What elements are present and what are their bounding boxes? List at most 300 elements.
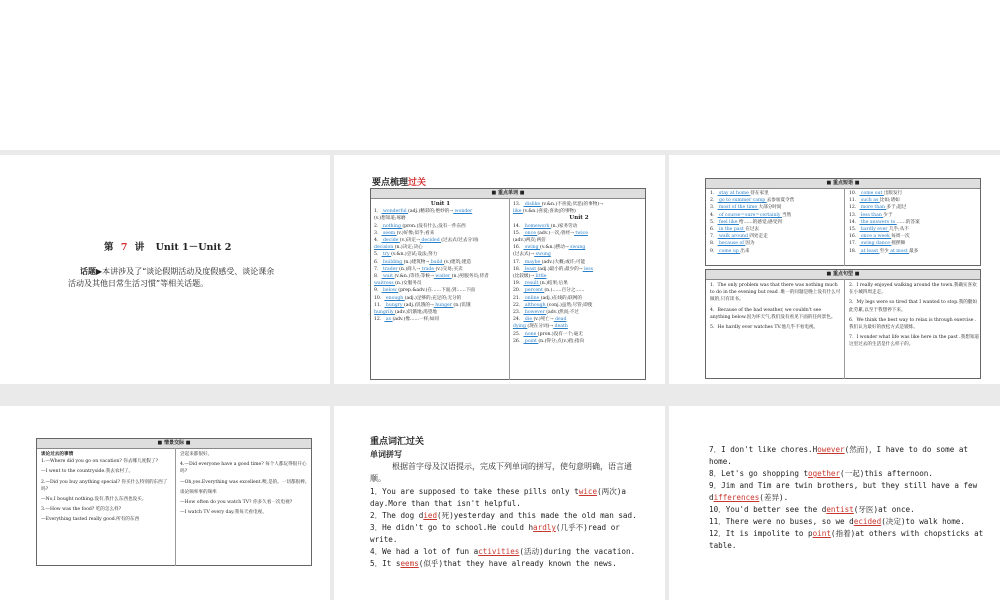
unit-range: Unit 1－Unit 2 xyxy=(155,242,232,253)
sentence-item: 6．We think the best way to relax is through exercise .我们认为最好的放松方式是锻炼。 xyxy=(849,317,977,331)
gloss: (n.)商人→ xyxy=(399,266,421,272)
answer-word: come out xyxy=(859,191,884,196)
word-row xyxy=(849,190,981,197)
word-row xyxy=(849,219,981,226)
slide-thumbnail-5[interactable] xyxy=(334,406,665,600)
gloss: (prep.&adv.)在……下面;到……下面 xyxy=(398,288,475,294)
word-row xyxy=(513,266,645,273)
situational-dialogue-box xyxy=(36,438,312,566)
sentences-right xyxy=(849,282,979,352)
unit1-heading: Unit 1 xyxy=(430,201,451,207)
slide-thumbnail-2[interactable] xyxy=(334,155,665,384)
item-number: 7． xyxy=(374,266,382,272)
gloss: (v.)想知道;琢磨 xyxy=(374,216,406,222)
answer-word: such as xyxy=(859,198,880,204)
answer-word: at least xyxy=(859,248,880,254)
gloss: (adj.)饥饿的→ xyxy=(403,302,434,308)
dialogue-line: 2.—Did you buy anything special? 你买什么特别的东西了吗? xyxy=(41,479,168,492)
dialogue-line: —How often do you watch TV? 你多久看一次电视? xyxy=(180,500,293,506)
answer-word: waiter xyxy=(433,274,452,280)
item-text: (一起)this afternoon. xyxy=(840,469,933,478)
answer-word: less xyxy=(582,266,593,272)
answer-word: walk around xyxy=(717,234,750,240)
answer-word: online xyxy=(523,295,541,301)
item-number: 18． xyxy=(513,266,524,272)
sentences-left xyxy=(710,282,842,334)
dialogue-line: —I watch TV every day.我每天看电视。 xyxy=(180,510,267,516)
item-text: 12．It is impolite to p xyxy=(709,529,813,538)
answer-word: try xyxy=(381,252,392,258)
spelling-item xyxy=(709,480,984,504)
gloss: 每周一次 xyxy=(891,234,910,240)
word-row xyxy=(513,259,645,266)
word-row xyxy=(374,280,507,287)
item-number: 17． xyxy=(849,241,860,247)
gloss: 大部分时间 xyxy=(758,205,782,211)
item-number: 3． xyxy=(710,205,718,211)
word-row xyxy=(710,226,842,233)
answer-word: decide xyxy=(381,238,400,244)
gloss: (过去式/过去分词) xyxy=(441,238,479,244)
item-number: 10． xyxy=(849,191,860,196)
gloss: (adv.)一次;曾经→ xyxy=(537,230,574,236)
lesson-number: 7 xyxy=(120,242,128,253)
answer-word: homework xyxy=(523,223,551,229)
spelling-subheading: 单词拼写 xyxy=(370,449,402,459)
item-number: 11． xyxy=(849,198,860,204)
gloss: (v.)决定→ xyxy=(399,238,420,244)
sentence-item: 7．I wonder what life was like here in the past .我想知道这里过去的生活是什么样子的。 xyxy=(849,335,980,348)
answer-word: most of the time xyxy=(717,205,759,211)
answer-word: die xyxy=(523,317,534,323)
gloss: (adj.)最小的;最少的→ xyxy=(537,266,583,272)
key-words-box xyxy=(370,188,646,380)
word-row xyxy=(513,237,645,244)
word-row xyxy=(513,287,645,294)
item-number: 20． xyxy=(513,288,524,294)
item-number: 14． xyxy=(849,219,860,225)
answer-blank: owever xyxy=(817,445,845,454)
slide-thumbnail-4[interactable] xyxy=(0,406,330,600)
gloss: 去参加夏令营 xyxy=(766,198,795,204)
item-number: 12． xyxy=(849,205,860,211)
gloss: 待在家里 xyxy=(750,191,769,196)
item-text: (死)yesterday and this made the old man sad. xyxy=(437,511,637,520)
word-row xyxy=(374,266,507,273)
word-row xyxy=(374,309,507,316)
answer-word: wonderful xyxy=(381,209,409,215)
answer-word: hungrily xyxy=(374,310,396,316)
spelling-item xyxy=(370,522,642,546)
item-text: 10．You'd better see the d xyxy=(709,505,827,514)
instruction-text: 根据首字母及汉语提示，完成下列单词的拼写，使句意明确，语言通顺。 xyxy=(370,462,632,483)
answer-word: dead xyxy=(553,317,567,323)
word-row xyxy=(849,233,981,240)
spelling-item xyxy=(370,510,642,522)
gloss: (pron.)没有一个;毫无 xyxy=(537,331,583,337)
word-row xyxy=(374,208,507,215)
word-row xyxy=(374,316,507,323)
answer-word: like xyxy=(513,209,523,215)
word-row xyxy=(374,259,507,266)
item-text: (两次)a day.More than that isn't helpful. xyxy=(370,487,626,508)
gloss: (adj.)足够的;充足的;无分的 xyxy=(404,295,462,301)
gloss: (n.)决定;决心 xyxy=(394,245,423,251)
gloss: (adv.)饥饿地;渴望地 xyxy=(395,310,437,316)
item-text: 1．You are supposed to take these pills only t xyxy=(370,487,579,496)
item-text: 11．There were no buses, so we d xyxy=(709,517,854,526)
answer-word: trade xyxy=(420,266,436,272)
answer-word: enough xyxy=(384,295,405,301)
dialogue-line: 3.—How was the food? 吃的怎么样? xyxy=(41,507,122,513)
answer-word: less than xyxy=(859,212,884,218)
word-row xyxy=(513,323,645,330)
answer-word: result xyxy=(523,281,540,287)
gloss: (v.&n.)尝试;设法;努力 xyxy=(391,252,438,258)
slide-thumbnail-6[interactable] xyxy=(669,406,1000,600)
gloss: 当然 xyxy=(781,212,792,218)
word-row xyxy=(374,237,507,244)
answer-word: hardly ever xyxy=(859,227,889,233)
dialogue-line: —I went to the countryside.我去农村了。 xyxy=(41,469,134,475)
gloss: (adj.)精彩的;绝妙的→ xyxy=(408,209,454,215)
item-text: (指着)at others with chopsticks at table. xyxy=(709,529,984,550)
dialogue-left: 谈论过去的事情 1.—Where did you go on vacation? 你去哪儿度假了? —I went to the countryside.我去农村了。 2.—Did you buy anything special? 你买什么特别的东西了吗? —No,I bought nothing.没有,我什么东西也没买。 3.—How was the food? 吃的怎么样? —Everything tasted really good.所有的东西 xyxy=(41,451,173,527)
item-number: 12． xyxy=(374,317,385,323)
gloss: (n.)女服务员 xyxy=(395,281,422,287)
answer-blank: ied xyxy=(423,511,438,520)
gloss: 四处走走 xyxy=(749,234,768,240)
answer-blank: ogether xyxy=(808,469,841,478)
item-number: 4． xyxy=(710,212,718,218)
word-row xyxy=(374,223,507,230)
phrases-left xyxy=(710,190,842,255)
answer-word: dying xyxy=(513,324,528,330)
box-title: ■ 重点句型 ■ xyxy=(706,270,980,280)
answer-word: at most xyxy=(888,248,910,254)
gloss: (n.)男服务员;侍者 xyxy=(451,274,489,280)
word-row xyxy=(710,212,842,219)
answer-word: in the past xyxy=(717,227,746,233)
item-number: 8． xyxy=(710,241,718,247)
item-text: (然而)，I have to do some at home. xyxy=(709,445,968,466)
answer-word: death xyxy=(553,324,568,330)
answer-word: point xyxy=(523,338,539,344)
item-number: 5． xyxy=(374,252,382,258)
word-row xyxy=(849,212,981,219)
word-row xyxy=(374,230,507,237)
item-number: 15． xyxy=(513,230,524,236)
item-number: 25． xyxy=(513,331,524,337)
answer-blank: ctivities xyxy=(478,547,520,556)
word-row xyxy=(513,295,645,302)
answer-word: little xyxy=(534,274,547,280)
slide-thumbnail-3[interactable] xyxy=(669,155,1000,384)
answer-word: although xyxy=(523,302,548,308)
item-text: 9．Jim and Tim are twin brothers, but they still have a few d xyxy=(709,481,978,502)
gloss: 比如;诸如 xyxy=(879,198,900,204)
word-row xyxy=(513,338,645,345)
word-row xyxy=(513,316,645,323)
section-heading: 要点梳理过关 xyxy=(372,178,427,188)
gloss: (adj.)在线的;联网的 xyxy=(540,295,582,301)
answer-blank: ardly xyxy=(533,523,556,532)
answer-word: however xyxy=(523,310,547,316)
item-number: 5． xyxy=(710,219,718,225)
answer-blank: entist xyxy=(826,505,854,514)
item-number: 9． xyxy=(710,248,718,254)
answer-word: swing dance xyxy=(859,241,892,247)
answer-word: waitress xyxy=(374,281,396,287)
spelling-item xyxy=(709,504,984,516)
item-number: 9． xyxy=(374,288,382,294)
unit2-heading: Unit 2 xyxy=(569,215,589,222)
spelling-item xyxy=(370,546,642,558)
word-row xyxy=(374,244,507,251)
item-text: 5．It s xyxy=(370,559,401,568)
gloss: (v.)好像;似乎;看来 xyxy=(396,230,435,236)
item-number: 15． xyxy=(849,227,860,233)
gloss: (adv.)两次;两倍 xyxy=(513,238,546,244)
answer-word: of course＝sure＝certainly xyxy=(717,212,782,218)
item-number: 21． xyxy=(513,295,524,301)
spelling-item xyxy=(709,444,984,468)
separator-band-2 xyxy=(0,384,1000,406)
gloss: (conj.)虽然;尽管;即使 xyxy=(547,302,593,308)
key-sentences-box xyxy=(705,269,981,379)
gloss: (v.&n.)不喜爱;厌恶(的事物)→ xyxy=(541,202,603,207)
item-number: 13． xyxy=(513,202,524,207)
gloss: (n.)家务劳动 xyxy=(550,223,578,229)
answer-word: decision xyxy=(374,245,395,251)
word-row xyxy=(849,226,981,233)
sentence-item: 2．I really enjoyed walking around the town.我确实喜欢在小城四周走走。 xyxy=(849,283,977,296)
item-number: 11． xyxy=(374,302,385,308)
word-row xyxy=(374,273,507,280)
gloss: 出来 xyxy=(740,248,750,254)
item-number: 24． xyxy=(513,317,524,323)
spelling-item xyxy=(370,486,642,510)
gloss: 摇摆舞 xyxy=(891,241,906,247)
item-text: (牙医)at once. xyxy=(853,505,915,514)
item-number: 26． xyxy=(513,338,524,344)
word-row xyxy=(374,251,507,258)
gloss: ……的答案 xyxy=(896,219,920,225)
answer-word: seem xyxy=(381,230,397,236)
item-number: 17． xyxy=(513,259,524,265)
gloss: (v.)建筑;建造 xyxy=(443,259,471,265)
sentence-item: 3．My legs were so tired that I wanted to stop.我的腿如此劳累,以至于我想停下来。 xyxy=(849,300,977,313)
spelling-item xyxy=(370,558,642,570)
word-row xyxy=(710,233,842,240)
box-title: ■ 重点短语 ■ xyxy=(706,179,980,189)
answer-word: least xyxy=(523,266,538,272)
word-row xyxy=(849,248,981,255)
answer-word: swing xyxy=(523,245,541,251)
sentence-item: 1．The only problem was that there was nothing much to do in the evening but read .唯一的问题是晚上没有什么可做的,只有读书。 xyxy=(710,283,841,303)
answer-word: hungry xyxy=(384,302,404,308)
answer-word: dislike xyxy=(523,202,542,207)
answer-blank: wice xyxy=(578,487,598,496)
item-number: 4． xyxy=(374,238,382,244)
dialogue-line: 尝起来都很好。 xyxy=(180,452,213,457)
vocab-heading: 重点词汇过关 xyxy=(370,437,425,447)
gloss: (n.)饥饿 xyxy=(453,302,471,308)
item-number: 14． xyxy=(513,223,524,229)
item-text: (几乎不)read or write. xyxy=(370,523,620,544)
gloss: (n.)……百分之…… xyxy=(544,288,585,294)
unit2-column xyxy=(513,201,645,345)
answer-word: wonder xyxy=(453,209,473,215)
word-row xyxy=(374,295,507,302)
word-row xyxy=(513,201,645,208)
word-row xyxy=(849,204,981,211)
item-number: 18． xyxy=(849,248,860,254)
word-row xyxy=(513,273,645,280)
spelling-item xyxy=(709,516,984,528)
answer-word: come up xyxy=(717,248,741,254)
item-text: 3．He didn't go to school.He could h xyxy=(370,523,534,532)
gloss: 多于;超过 xyxy=(886,205,907,211)
gloss: (现在分词)→ xyxy=(527,324,554,330)
gloss: (adv.)大概;或许;可能 xyxy=(541,259,586,265)
answer-word: none xyxy=(523,331,538,337)
key-phrases-box xyxy=(705,178,981,266)
word-row xyxy=(374,302,507,309)
dialogue-line: —Oh,yes.Everything was excellent.噢,是的。一切都很棒。 xyxy=(180,479,310,485)
gloss: (n.)建筑物→ xyxy=(403,259,430,265)
unit1-column xyxy=(374,201,507,323)
item-number: 7． xyxy=(710,234,718,240)
item-number: 8． xyxy=(374,274,382,280)
word-row xyxy=(710,219,842,226)
answer-word: decided xyxy=(419,238,442,244)
answer-word: nothing xyxy=(381,223,403,229)
gloss: (n.)结果;后果 xyxy=(539,281,568,287)
item-text: 8．Let's go shopping t xyxy=(709,469,809,478)
lesson-title: 第 7 讲 Unit 1－Unit 2 xyxy=(104,242,232,253)
gloss: 给……的感觉;感受到 xyxy=(738,219,782,225)
answer-blank: eems xyxy=(400,559,419,568)
word-row xyxy=(513,331,645,338)
answer-word: go to summer camp xyxy=(717,198,767,204)
answer-word: maybe xyxy=(523,259,542,265)
box-title: ■ 情景交际 ■ xyxy=(37,439,311,449)
word-row xyxy=(513,309,645,316)
spelling-items xyxy=(370,486,642,570)
phrases-right xyxy=(849,190,981,255)
gloss: (过去式)→ xyxy=(513,252,535,258)
word-row xyxy=(513,302,645,309)
word-row xyxy=(710,190,842,197)
answer-word: because of xyxy=(717,241,746,247)
item-number: 1． xyxy=(710,191,718,196)
word-row xyxy=(710,248,842,255)
item-number: 2． xyxy=(374,223,382,229)
sentence-item: 4．Because of the bad weather, we couldn't see anything below.因为坏天气,我们没有看见下面的任何景色。 xyxy=(710,307,836,320)
answer-word: percent xyxy=(523,288,545,294)
item-number: 10． xyxy=(374,295,385,301)
gloss: 在过去 xyxy=(745,227,760,233)
item-text: 2．The dog d xyxy=(370,511,424,520)
gloss: (比较级)→ xyxy=(513,274,535,280)
answer-word: swung xyxy=(534,252,551,258)
gloss: (n.)得分;点(v.)指;指向 xyxy=(538,338,585,344)
gloss: (v.)交易;买卖 xyxy=(435,266,463,272)
topic-text: 话题▶本讲涉及了“谈论假期活动及度假感受、谈论课余活动及其他日常生活习惯”等相关话题。 xyxy=(68,266,275,288)
gloss: 最多 xyxy=(909,248,919,254)
answer-word: hunger xyxy=(433,302,454,308)
word-row xyxy=(849,240,981,247)
dialogue-line: 谈论频率事的频率 xyxy=(180,489,217,495)
answer-word: below xyxy=(381,288,399,294)
answer-word: swung xyxy=(568,245,586,251)
answer-blank: ifferences xyxy=(713,493,760,502)
item-text: (决定)to walk home. xyxy=(881,517,965,526)
answer-blank: ecided xyxy=(853,517,882,526)
answer-word: twice xyxy=(573,230,588,236)
gloss: (adv.)然而;不过 xyxy=(546,310,579,316)
item-number: 6． xyxy=(710,227,718,233)
item-number: 3． xyxy=(374,230,382,236)
item-text: (差异). xyxy=(759,493,789,502)
item-text: 7．I don't like chores.H xyxy=(709,445,818,454)
answer-word: stay at home xyxy=(717,191,751,196)
word-row xyxy=(513,244,645,251)
answer-word: wait xyxy=(381,274,395,280)
item-number: 1． xyxy=(374,209,382,215)
item-text: 4．We had a lot of fun a xyxy=(370,547,479,556)
item-number: 22． xyxy=(513,302,524,308)
gloss: 出版发行 xyxy=(883,191,903,196)
item-number: 6． xyxy=(374,259,382,265)
gloss: 少于 xyxy=(883,212,893,218)
slide-thumbnail-1[interactable] xyxy=(0,155,330,384)
gloss: (v.&n.)等待;等候→ xyxy=(394,274,434,280)
answer-word: more than xyxy=(859,205,887,211)
item-number: 16． xyxy=(849,234,860,240)
word-row xyxy=(849,197,981,204)
answer-word: build xyxy=(429,259,444,265)
dialogue-line: —No,I bought nothing.没有,我什么东西也没买。 xyxy=(41,497,147,503)
word-row xyxy=(513,251,645,258)
answer-word: building xyxy=(381,259,404,265)
gloss: 几乎;从不 xyxy=(888,227,909,233)
word-row xyxy=(374,215,507,222)
word-row xyxy=(513,208,645,215)
answer-blank: oint xyxy=(812,529,831,538)
gloss: (adv.)像……一样;如同 xyxy=(392,317,439,323)
item-number: 19． xyxy=(513,281,524,287)
answer-word: trader xyxy=(381,266,400,272)
answer-word: once a week xyxy=(859,234,892,240)
spelling-item xyxy=(709,468,984,480)
dialogue-line: 4.—Did everyone have a good time? 每个人都玩得很开心吗? xyxy=(180,462,307,475)
word-row xyxy=(710,197,842,204)
item-text: (似乎)that they have already known the news. xyxy=(418,559,617,568)
answer-word: feel like xyxy=(717,219,739,225)
dialogue-line: —Everything tasted really good.所有的东西 xyxy=(41,517,140,523)
word-row xyxy=(374,287,507,294)
answer-word: the answers to xyxy=(859,219,897,225)
item-number: 16． xyxy=(513,245,524,251)
item-number: 23． xyxy=(513,310,524,316)
answer-word: once xyxy=(523,230,538,236)
sentence-item: 5．He hardly ever watches TV.他几乎不看电视。 xyxy=(710,325,819,331)
gloss: (v.&n.)摆动→ xyxy=(540,245,569,251)
answer-word: as xyxy=(384,317,393,323)
gloss: (v.&n.)喜爱;喜欢(的事物) xyxy=(522,209,576,215)
